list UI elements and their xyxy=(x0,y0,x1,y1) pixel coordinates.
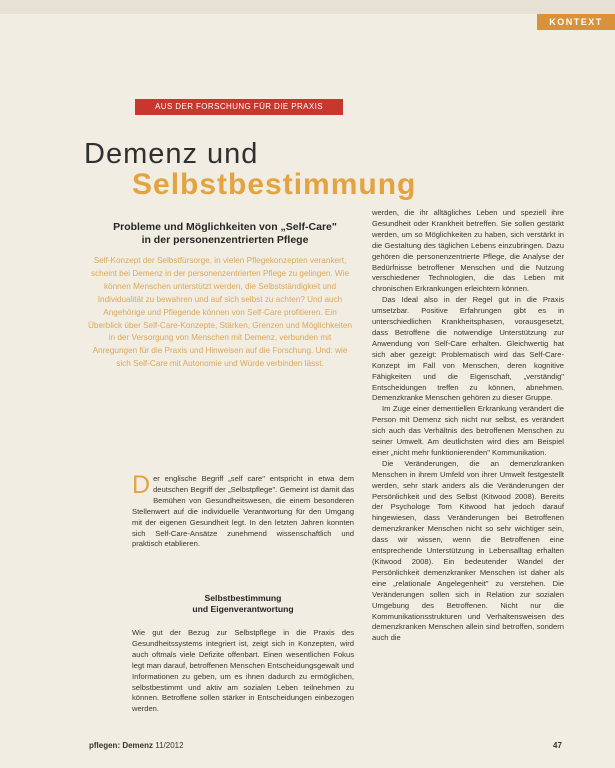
article-subtitle xyxy=(86,221,364,247)
article-title-line1: Demenz und xyxy=(84,138,259,170)
magazine-name: pflegen: Demenz xyxy=(89,741,154,750)
page-number: 47 xyxy=(553,741,562,750)
drop-cap: D xyxy=(132,471,151,499)
paragraph: Die Veränderungen, die an demenzkranken Menschen in ihrem Umfeld von ihrer Umwelt festgestellt werden, sehr stark anders als die Veränderungen der Persönlichkeit und des Selbst (Kitwood 2008). Bereits der Psychologe Tom Kitwood hat jedoch darauf hingewiesen, dass Veränderungen bei Betroffenen demenzkranker Menschen nicht so sehr wichtiger sein, dass wir wissen, wenn die Betroffenen eine entsprechende Unterstützung in Lebensalltag erhalten (Kitwood 2008). Ein bedeutender Wandel der Persönlichkeit demenzkranker Menschen ist daher als eine „relationale Angelegenheit" zu verstehen. Die Veränderungen sollen sich in Relation zur sozialen Umgebung des Betroffenen. Nicht nur die Kommunikationsstrukturen und Verhaltensweisen des demenzkranken Menschen allein sind betroffen, sondern auch die xyxy=(372,458,564,643)
subtitle-line1: Probleme und Möglichkeiten von „Self-Care" xyxy=(113,221,337,233)
article-title-line2: Selbstbestimmung xyxy=(132,168,417,201)
left-column-intro xyxy=(132,471,354,550)
paragraph: Das Ideal also in der Regel gut in die Praxis umsetzbar. Positive Erfahrungen gibt es in unterschiedlichen Krankheitsphasen, vorausgesetzt, dass Betroffene die notwendige Unterstützung zur Anwendung von Self-Care erhalten. Gleichwertig hat sich aber gezeigt: Problematisch wird das Self-Care-Konzept im Fall von Menschen, deren kognitive Fähigkeiten und die Eigenschaft, „verständig" Entscheidungen treffen zu können, abnehmen. Demenzkranke Menschen gehören zu dieser Gruppe. xyxy=(372,295,564,403)
top-band xyxy=(0,0,615,14)
footer-magazine xyxy=(89,741,184,750)
category-badge: AUS DER FORSCHUNG FÜR DIE PRAXIS xyxy=(135,99,343,115)
section-tab: KONTEXT xyxy=(537,14,615,30)
paragraph: Im Zuge einer dementiellen Erkrankung verändert die Person mit Demenz sich nicht nur selbst, es verändert sich auch das Verhältnis des betroffenen Menschen zu seiner Umwelt. Am deutlichsten wird dies am Beispiel einer „nicht mehr funktionierenden" Kommunikation. xyxy=(372,404,564,457)
left-column-body xyxy=(132,628,354,715)
section-heading-line2: und Eigenverantwortung xyxy=(192,604,294,614)
paragraph: werden, die ihr alltägliches Leben und speziell ihre Gesundheit oder Krankheit betreffen. Sie sollen gestärkt werden, um so Möglichkeiten zu haben, sich verstärkt in die Gestaltung des täglichen Lebens einzubringen. Dazu gehören die personenzentrierte Pflege, die Analyse der Bedürfnisse betroffener Menschen und die Nutzung verschiedener Technologien, die das Leben mit chronischen Erkrankungen erleichtern können. xyxy=(372,208,564,294)
issue-number: 11/2012 xyxy=(155,741,184,750)
subtitle-line2: in der personenzentrierten Pflege xyxy=(141,234,309,246)
paragraph: er englische Begriff „self care" entspricht in etwa dem deutschen Begriff der „Selbstpflege". Gemeint ist damit das Bemühen von Gesundheitswesen, die einem besonderen Stellenwert auf die individuelle Verantwortung für den Umgang mit der eigenen Gesundheit legt. In den letzten Jahren konnten sich Self-Care-Ansätze zunehmend wissenschaftlich und praktisch etablieren. xyxy=(132,474,354,549)
section-heading-line1: Selbstbestimmung xyxy=(204,593,282,603)
intro-text: Self-Konzept der Selbstfürsorge, in vielen Pflegekonzepten verankert, scheint bei Demenz in der personenzentrierten Pflege zu gelingen. Wie können Menschen unterstützt werden, die Selbstständigkeit und Individualität zu bewahren und auf sich selbst zu achten? Und auch Angehörige und Pflegende können von Self-Care profitieren. Ein Überblick über Self-Care-Konzepte, Stärken, Grenzen und Möglichkeiten in der Versorgung von Menschen mit Demenz, verbunden mit Anregungen für die Praxis und Hinweisen auf die Forschung. Und: wie sich Self-Care mit Autonomie und Würde verbinden lässt. xyxy=(88,256,352,369)
section-heading xyxy=(132,593,354,615)
paragraph: Wie gut der Bezug zur Selbstpflege in die Praxis des Gesundheitssystems integriert ist, zeigt sich in Konzepten, wird auch oftmals viele Defizite offenbart. Einen wesentlichen Fokus legt man darauf, betroffenen Menschen Entscheidungsgewalt und Informationen zu geben, um es ihnen dadurch zu ermöglichen, selbstbestimmt und aktiv am sozialen Leben teilnehmen zu können. Betroffene sollen stärker in Entscheidungen einbezogen werden. xyxy=(132,628,354,714)
right-column xyxy=(372,208,564,644)
